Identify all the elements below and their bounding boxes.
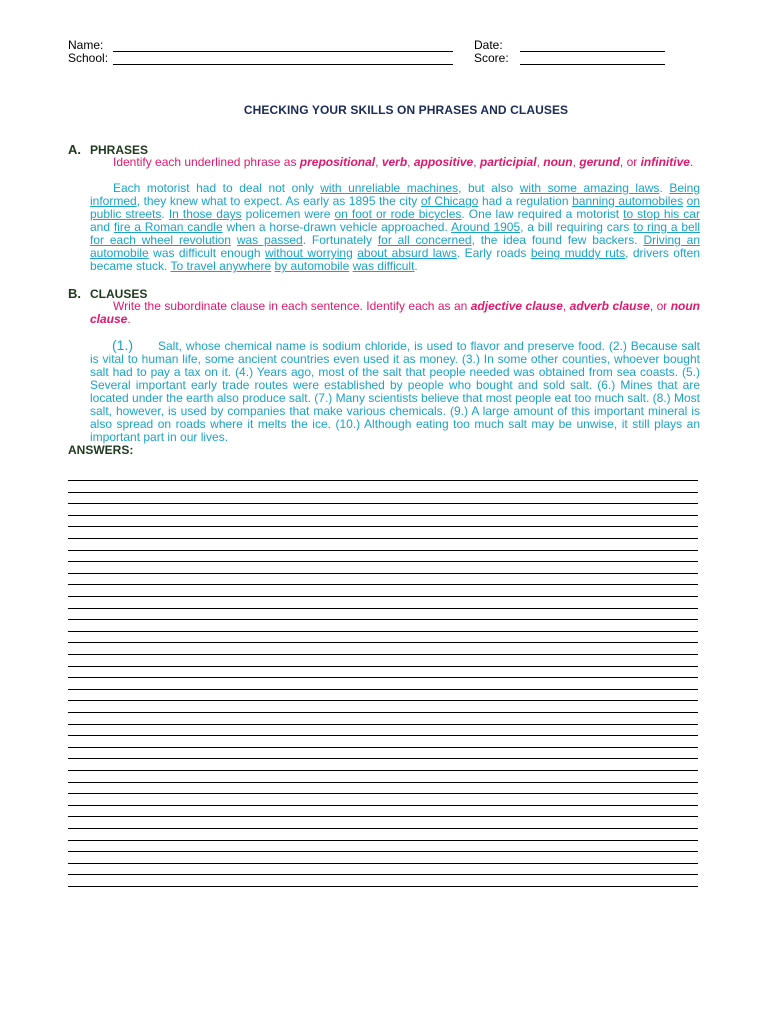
score-field[interactable] [520, 53, 665, 65]
answer-line[interactable] [68, 677, 698, 678]
date-field[interactable] [520, 40, 665, 52]
answer-line[interactable] [68, 573, 698, 574]
answer-line[interactable] [68, 596, 698, 597]
answer-line[interactable] [68, 608, 698, 609]
answer-line[interactable] [68, 724, 698, 725]
answer-line[interactable] [68, 840, 698, 841]
answer-line[interactable] [68, 758, 698, 759]
section-b-paragraph: (1.) Salt, whose chemical name is sodium chloride, is used to flavor and preserve food. (2.) Because salt is vital to human life, some ancient countries even used it as money. (3.) In some other counties, whoever bought salt had to pay a tax on it. (4.) Years ago, most of the salt that people needed was obtained from sea coasts. (5.) Several important early trade routes were established by people who bought and sold salt. (6.) Mines that are located under the earth also produce salt. (7.) Many scientists believe that most people eat too much salt. (8.) Most salt, however, is used by companies that make various chemicals. (9.) A large amount of this important mineral is also spread on roads where it melts the ice. (10.) Although eating too much salt may be unwise, it still plays an important part in our lives. [90, 337, 700, 444]
school-field[interactable] [113, 53, 453, 65]
section-a-title: PHRASES [90, 143, 149, 157]
answer-line[interactable] [68, 538, 698, 539]
answer-line[interactable] [68, 863, 698, 864]
answer-line[interactable] [68, 805, 698, 806]
answer-line[interactable] [68, 851, 698, 852]
answer-line[interactable] [68, 550, 698, 551]
answer-line[interactable] [68, 654, 698, 655]
section-b-letter: B. [68, 286, 81, 301]
answer-line[interactable] [68, 526, 698, 527]
answer-line[interactable] [68, 503, 698, 504]
answer-line[interactable] [68, 886, 698, 887]
school-label: School: [68, 51, 109, 65]
page-title: CHECKING YOUR SKILLS ON PHRASES AND CLAUSES [243, 103, 569, 117]
answer-line[interactable] [68, 782, 698, 783]
answer-line[interactable] [68, 584, 698, 585]
answer-line[interactable] [68, 666, 698, 667]
answer-line[interactable] [68, 515, 698, 516]
answer-line[interactable] [68, 816, 698, 817]
section-a-instruction: Identify each underlined phrase as prepositional, verb, appositive, participial, noun, gerund, or infinitive. [113, 155, 694, 169]
answer-line[interactable] [68, 770, 698, 771]
section-b-instruction: Write the subordinate clause in each sentence. Identify each as an adjective clause, adverb clause, or noun clause. [90, 299, 701, 326]
answer-line[interactable] [68, 712, 698, 713]
date-label: Date: [474, 38, 503, 52]
answer-line[interactable] [68, 793, 698, 794]
answer-line[interactable] [68, 747, 698, 748]
answer-line[interactable] [68, 828, 698, 829]
answer-line[interactable] [68, 642, 698, 643]
answer-line[interactable] [68, 631, 698, 632]
score-label: Score: [474, 51, 509, 65]
answer-line[interactable] [68, 561, 698, 562]
section-a-paragraph: Each motorist had to deal not only with unreliable machines, but also with some amazing laws. Being informed, they knew what to expect. As early as 1895 the city of Chicago had a regulation banning automobiles on public streets. In those days policemen were on foot or rode bicycles. One law required a motorist to stop his car and fire a Roman candle when a horse-drawn vehicle approached. Around 1905, a bill requiring cars to ring a bell for each wheel revolution was passed. Fortunately for all concerned, the idea found few backers. Driving an automobile was difficult enough without worrying about absurd laws. Early roads being muddy ruts, drivers often became stuck. To travel anywhere by automobile was difficult. [90, 181, 701, 273]
sentence-number: (1.) [112, 337, 133, 353]
answer-line[interactable] [68, 874, 698, 875]
answer-line[interactable] [68, 735, 698, 736]
answers-label: ANSWERS: [68, 443, 134, 457]
answer-line[interactable] [68, 619, 698, 620]
name-field[interactable] [113, 40, 453, 52]
answer-line[interactable] [68, 480, 698, 481]
answer-line[interactable] [68, 689, 698, 690]
answer-line[interactable] [68, 700, 698, 701]
answer-line[interactable] [68, 492, 698, 493]
section-b-title: CLAUSES [90, 287, 148, 301]
name-label: Name: [68, 38, 104, 52]
section-a-letter: A. [68, 142, 81, 157]
